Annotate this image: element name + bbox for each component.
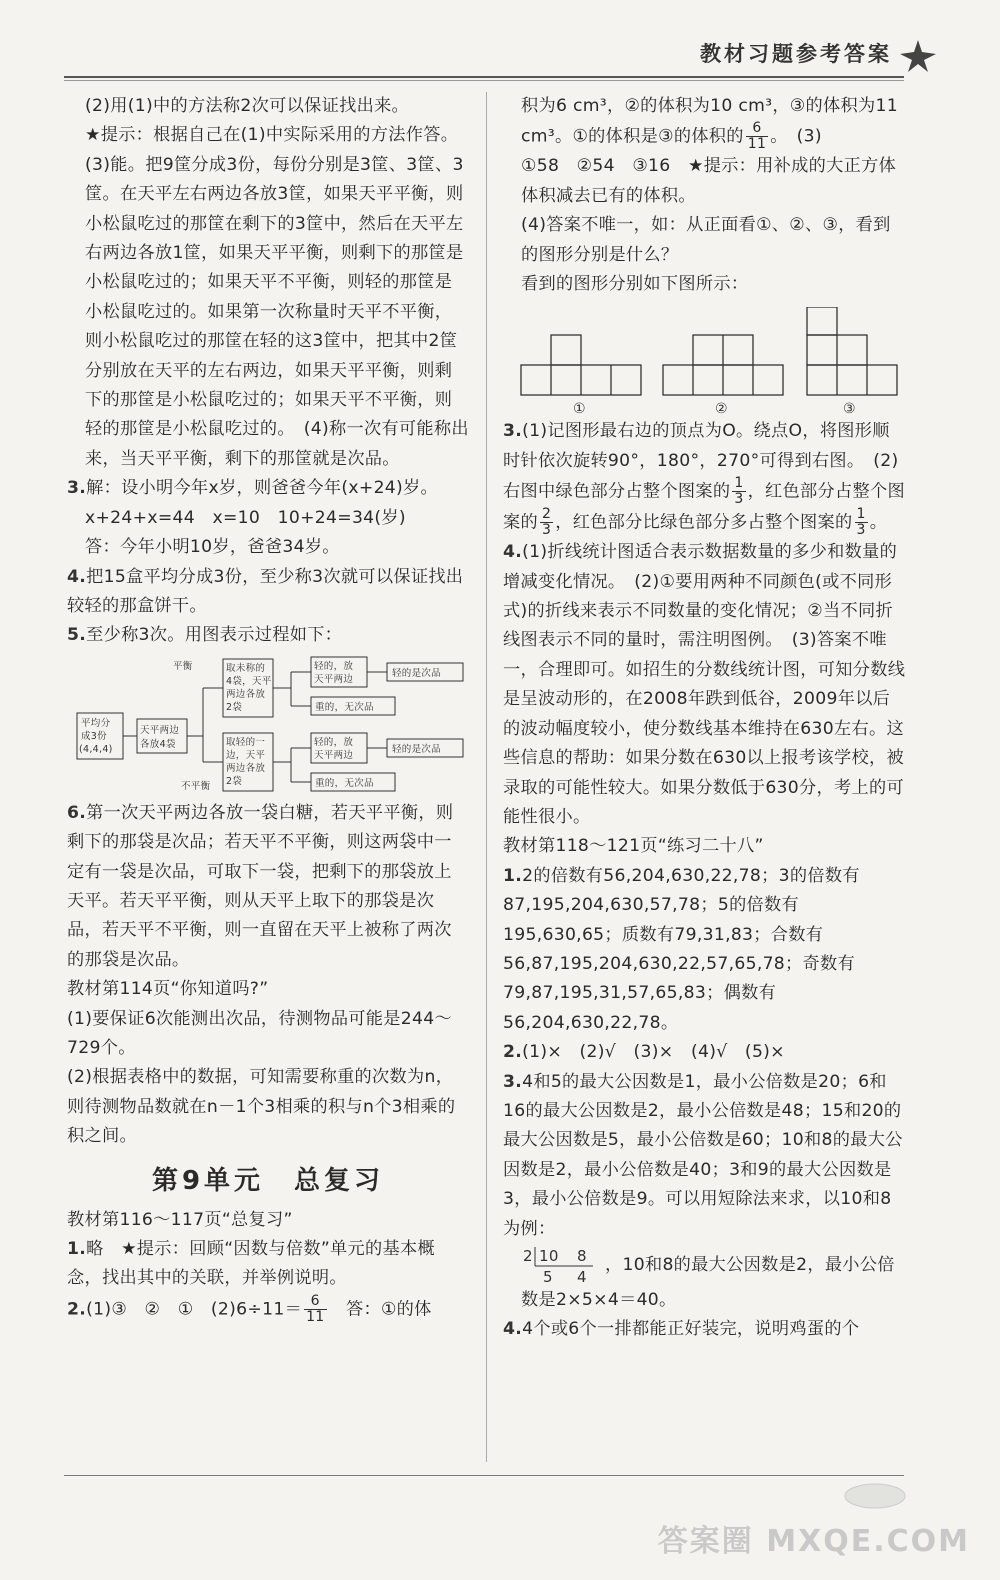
- numerator: 1: [856, 506, 866, 523]
- numerator: 1: [734, 475, 744, 492]
- question-number: 5.: [67, 625, 87, 646]
- diagram-r3-line1: 轻的，放: [314, 736, 354, 748]
- answer-text: 解：设小明今年x岁，则爸爸今年(x+24)岁。: [86, 478, 439, 499]
- short-division-figure: [521, 1244, 601, 1286]
- fraction: [855, 507, 868, 538]
- question-number: 1.: [67, 1239, 87, 1259]
- fraction: [304, 1294, 326, 1325]
- answer-text: 答：今年小明10岁，爸爸34岁。: [85, 537, 340, 558]
- unit-title: 第9单元 总复习: [151, 1165, 385, 1196]
- diagram-step1-line1: 天平两边: [140, 724, 180, 736]
- answer-text: 第一次天平两边各放一袋白糖，若天平平衡，则剩下的那袋是次品；若天平不平衡，则这两袋中一定有一袋是次品，可取下一袋，把剩下的那袋放上天平。若天平平衡，则从天平上取下的那袋是次品，若天平不平衡，则一直留在天平上被称了两次的那袋是次品。: [67, 802, 454, 970]
- denominator: 11: [306, 1308, 325, 1325]
- answer-text: (2)根据表格中的数据，可知需要称重的次数为n，则待测物品数就在n－1个3相乘的积与n个3相乘的积之间。: [67, 1067, 456, 1147]
- diagram-b2-line4: 2袋: [226, 775, 243, 787]
- star-decoration-icon: [898, 38, 938, 74]
- diagram-final1: 轻的是次品: [392, 667, 442, 679]
- answer-text: (1)要保证6次能测出次品，待测物品可能是244～729个。: [67, 1008, 452, 1058]
- answer-text: 看到的图形分别如下图所示：: [521, 274, 749, 295]
- diagram-b1-line3: 两边各放: [226, 688, 266, 700]
- shape-label-3: ③: [843, 401, 856, 418]
- fraction: [732, 476, 745, 507]
- diagram-b2-line2: 边，天平: [226, 749, 266, 761]
- answer-text: (4)答案不唯一，如：从正面看①、②、③，看到的图形分别是什么？: [521, 215, 891, 265]
- answer-text: (2)用(1)中的方法称2次可以保证找出来。: [85, 96, 410, 116]
- equation-text: x+24+x=44 x=10 10+24=34(岁): [85, 507, 406, 528]
- diagram-b2-line1: 取轻的一: [226, 736, 266, 748]
- quotient-a: 5: [543, 1268, 553, 1286]
- right-column: [503, 92, 907, 1345]
- diagram-unbalance-label: 不平衡: [181, 780, 211, 792]
- fraction: [540, 507, 553, 538]
- diagram-r1-line2: 天平两边: [314, 673, 354, 685]
- section-heading: 教材第114页“你知道吗?”: [67, 979, 269, 1000]
- denominator: 11: [747, 136, 767, 153]
- question-number: 4.: [503, 542, 523, 563]
- answer-text: 答：①的体: [328, 1299, 432, 1320]
- diagram-start-line3: (4,4,4): [79, 743, 113, 755]
- diagram-b1-line4: 2袋: [226, 701, 243, 713]
- page-header-title: 教材习题参考答案: [700, 42, 892, 66]
- shape-label-2: ②: [715, 401, 728, 418]
- answer-text: 积为6 cm³，②的体积为10 cm³，③的体积为11 cm³。①的体积是③的体积的: [521, 96, 898, 147]
- question-number: 2.: [67, 1299, 87, 1320]
- column-divider: [486, 92, 487, 1462]
- diagram-r2: 重的，无次品: [315, 701, 374, 713]
- diagram-r1-line1: 轻的，放: [314, 660, 354, 672]
- header-rule-thin: [64, 80, 904, 81]
- numerator: 6: [752, 120, 762, 137]
- diagram-start-line2: 成3份: [81, 730, 107, 742]
- answer-text: (1)记图形最右边的顶点为O。绕点O，将图形顺时针依次旋转90°，180°，270°可得到右图。 (2)右图中绿色部分占整个图案的: [503, 421, 899, 502]
- fraction: [746, 121, 768, 152]
- numerator: 6: [310, 1292, 320, 1309]
- diagram-r3-line2: 天平两边: [314, 749, 354, 761]
- answer-text: 略 ★提示：回顾“因数与倍数”单元的基本概念，找出其中的关联，并举例说明。: [67, 1239, 435, 1289]
- answer-text: 。: [869, 512, 888, 533]
- answer-text: 把15盒平均分成3份，至少称3次就可以保证找出较轻的那盒饼干。: [67, 566, 464, 616]
- diagram-step1-line2: 各放4袋: [140, 738, 176, 750]
- answer-text: ，红色部分占整个图案的: [503, 481, 905, 533]
- quotient-b: 4: [577, 1268, 587, 1286]
- left-column: [67, 92, 469, 1325]
- diagram-balance-label: 平衡: [173, 660, 193, 672]
- denominator: 3: [734, 491, 744, 508]
- question-number: 3.: [67, 478, 87, 499]
- front-view-shapes: [503, 307, 903, 417]
- answer-text: (1)③ ② ① (2)6÷11＝: [86, 1299, 303, 1320]
- question-number: 3.: [503, 1071, 523, 1092]
- hint-text: ★提示：根据自己在(1)中实际采用的方法作答。: [85, 125, 459, 146]
- diagram-r4: 重的，无次品: [315, 777, 374, 789]
- weighing-flow-diagram: [67, 655, 467, 795]
- shape-label-1: ①: [573, 401, 586, 418]
- question-number: 2.: [503, 1042, 523, 1063]
- answer-text: ①58 ②54 ③16 ★提示：用补成的大正方体体积减去已有的体积。: [521, 156, 897, 206]
- watermark: 答案圈 MXQE.COM: [657, 1524, 970, 1559]
- diagram-b1-line2: 4袋，天平: [226, 675, 272, 687]
- footer-rule: [64, 1475, 904, 1476]
- answer-text: (1)× (2)√ (3)× (4)√ (5)×: [522, 1042, 785, 1063]
- answer-text: 4个或6个一排都能正好装完，说明鸡蛋的个: [522, 1319, 860, 1340]
- denominator: 3: [541, 522, 552, 539]
- page-ornament-icon: [840, 1480, 910, 1512]
- section-heading: 教材第118～121页“练习二十八”: [503, 836, 764, 857]
- header-rule: [64, 76, 904, 78]
- numerator: 2: [541, 506, 552, 523]
- divisor: 2: [523, 1247, 533, 1265]
- diagram-b1-line1: 取未称的: [226, 662, 266, 674]
- answer-text: (1)折线统计图适合表示数据数量的多少和数量的增减变化情况。 (2)①要用两种不同颜色(或不同形式)的折线来表示不同数量的变化情况；②当不同折线图表示不同的量时，需注明图例。 (3)答案不唯一，合理即可。如招生的分数线统计图，可知分数线是呈波动形的，在2008年跌到低谷，2009年以后的波动幅度较小，使分数线基本维持在630左右。这些信息的帮助：如果分数在630以上报考该学校，被录取的可能性较大。如果分数低于630分，考上的可能性很小。: [503, 542, 906, 827]
- answer-text: 4和5的最大公因数是1，最小公倍数是20；6和16的最大公因数是2，最小公倍数是48；15和20的最大公因数是5，最小公倍数是60；10和8的最大公因数是2，最小公倍数是40；3和9的最大公因数是3，最小公倍数是9。可以用短除法来求，以10和8为例：: [503, 1071, 903, 1239]
- answer-text: 2的倍数有56,204,630,22,78；3的倍数有87,195,204,630,57,78；5的倍数有195,630,65；质数有79,31,83；合数有56,87,195,204,630,22,57,65,78；奇数有79,87,195,31,57,65,83；偶数有56,204,630,22,78。: [503, 865, 860, 1033]
- dividend-b: 8: [577, 1247, 587, 1265]
- section-heading: 教材第116～117页“总复习”: [67, 1209, 293, 1230]
- diagram-start-line1: 平均分: [81, 717, 111, 729]
- question-number: 1.: [503, 865, 523, 886]
- answer-text: 至少称3次。用图表示过程如下：: [86, 625, 343, 646]
- denominator: 3: [856, 522, 866, 539]
- question-number: 4.: [67, 566, 87, 587]
- question-number: 4.: [503, 1319, 523, 1340]
- answer-text: (3)能。把9筐分成3份，每份分别是3筐、3筐、3筐。在天平左右两边各放3筐，如果天平平衡，则小松鼠吃过的那筐在剩下的3筐中，然后在天平左右两边各放1筐，如果天平平衡，则剩下的那筐是小松鼠吃过的；如果天平不平衡，则轻的那筐是小松鼠吃过的。如果第一次称量时天平不平衡，则小松鼠吃过的那筐在轻的这3筐中，把其中2筐分别放在天平的左右两边，如果天平平衡，则剩下的那筐是小松鼠吃过的；如果天平不平衡，则轻的那筐是小松鼠吃过的。 (4)称一次有可能称出来，当天平平衡，剩下的那筐就是次品。: [85, 154, 469, 469]
- answer-text: ，10和8的最大公因数是2，最小公倍数是2×5×4＝40。: [521, 1255, 895, 1310]
- dividend-a: 10: [539, 1247, 559, 1265]
- answer-text: 。 (3): [770, 126, 822, 147]
- diagram-final2: 轻的是次品: [392, 743, 442, 755]
- answer-text: ，红色部分比绿色部分多占整个图案的: [555, 512, 853, 533]
- question-number: 6.: [67, 802, 87, 823]
- diagram-b2-line3: 两边各放: [226, 762, 266, 774]
- question-number: 3.: [503, 421, 523, 442]
